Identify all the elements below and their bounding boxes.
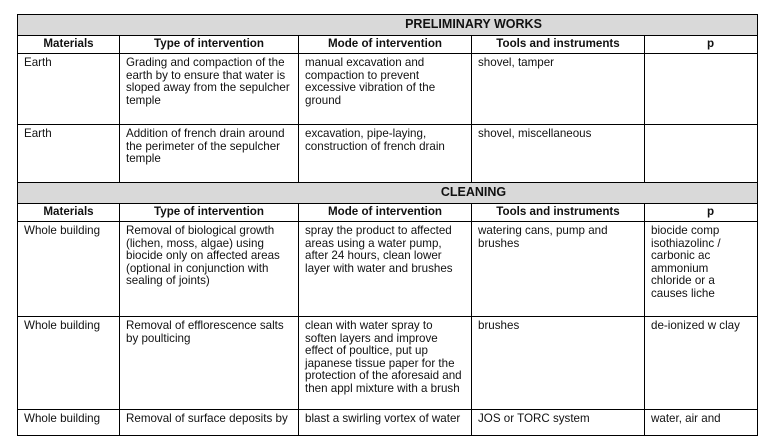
column-header-tools: Tools and instruments <box>472 204 645 222</box>
cell-mode: spray the product to affected areas using a water pump, after 24 hours, clean lower layer with water and brushes <box>299 222 472 317</box>
cell-products: de-ionized w clay <box>645 317 758 410</box>
cell-tools: JOS or TORC system <box>472 410 645 436</box>
column-header-row <box>18 36 758 54</box>
column-header-products: p <box>645 36 758 54</box>
column-header-type: Type of intervention <box>120 204 299 222</box>
column-header-products: p <box>645 204 758 222</box>
column-header-tools: Tools and instruments <box>472 36 645 54</box>
column-header-row <box>18 204 758 222</box>
column-header-mode: Mode of intervention <box>299 36 472 54</box>
cell-products <box>645 125 758 183</box>
cell-type: Grading and compaction of the earth by to ensure that water is sloped away from the sepulcher temple <box>120 54 299 125</box>
cell-products: biocide comp isothiazolinc / carbonic ac ammonium chloride or a causes liche <box>645 222 758 317</box>
cell-tools: shovel, tamper <box>472 54 645 125</box>
cell-type: Removal of biological growth (lichen, moss, algae) using biocide only on affected areas (optional in conjunction with sealing of joints) <box>120 222 299 317</box>
table-row <box>18 125 758 183</box>
cell-type: Removal of efflorescence salts by poulticing <box>120 317 299 410</box>
section-title: CLEANING <box>440 185 507 200</box>
cell-mode: blast a swirling vortex of water <box>299 410 472 436</box>
column-header-materials: Materials <box>18 36 120 54</box>
table-row <box>18 410 758 436</box>
cell-tools: watering cans, pump and brushes <box>472 222 645 317</box>
table-row <box>18 222 758 317</box>
table-row <box>18 54 758 125</box>
column-header-type: Type of intervention <box>120 36 299 54</box>
cell-type: Addition of french drain around the perimeter of the sepulcher temple <box>120 125 299 183</box>
cell-material: Earth <box>18 54 120 125</box>
table-row <box>18 317 758 410</box>
section-header-preliminary-works <box>18 15 758 36</box>
cell-tools: brushes <box>472 317 645 410</box>
column-header-mode: Mode of intervention <box>299 204 472 222</box>
cell-mode: excavation, pipe-laying, construction of french drain <box>299 125 472 183</box>
cell-products: water, air and <box>645 410 758 436</box>
section-title: PRELIMINARY WORKS <box>405 17 542 32</box>
column-header-materials: Materials <box>18 204 120 222</box>
cell-material: Whole building <box>18 222 120 317</box>
cell-material: Earth <box>18 125 120 183</box>
cell-products <box>645 54 758 125</box>
cell-mode: manual excavation and compaction to prevent excessive vibration of the ground <box>299 54 472 125</box>
section-header-cleaning <box>18 183 758 204</box>
cell-tools: shovel, miscellaneous <box>472 125 645 183</box>
cell-mode: clean with water spray to soften layers and improve effect of poultice, put up japanese tissue paper for the protection of the aforesaid and then appl mixture with a brush <box>299 317 472 410</box>
cell-material: Whole building <box>18 410 120 436</box>
cell-type: Removal of surface deposits by <box>120 410 299 436</box>
cell-material: Whole building <box>18 317 120 410</box>
works-table <box>17 14 758 436</box>
